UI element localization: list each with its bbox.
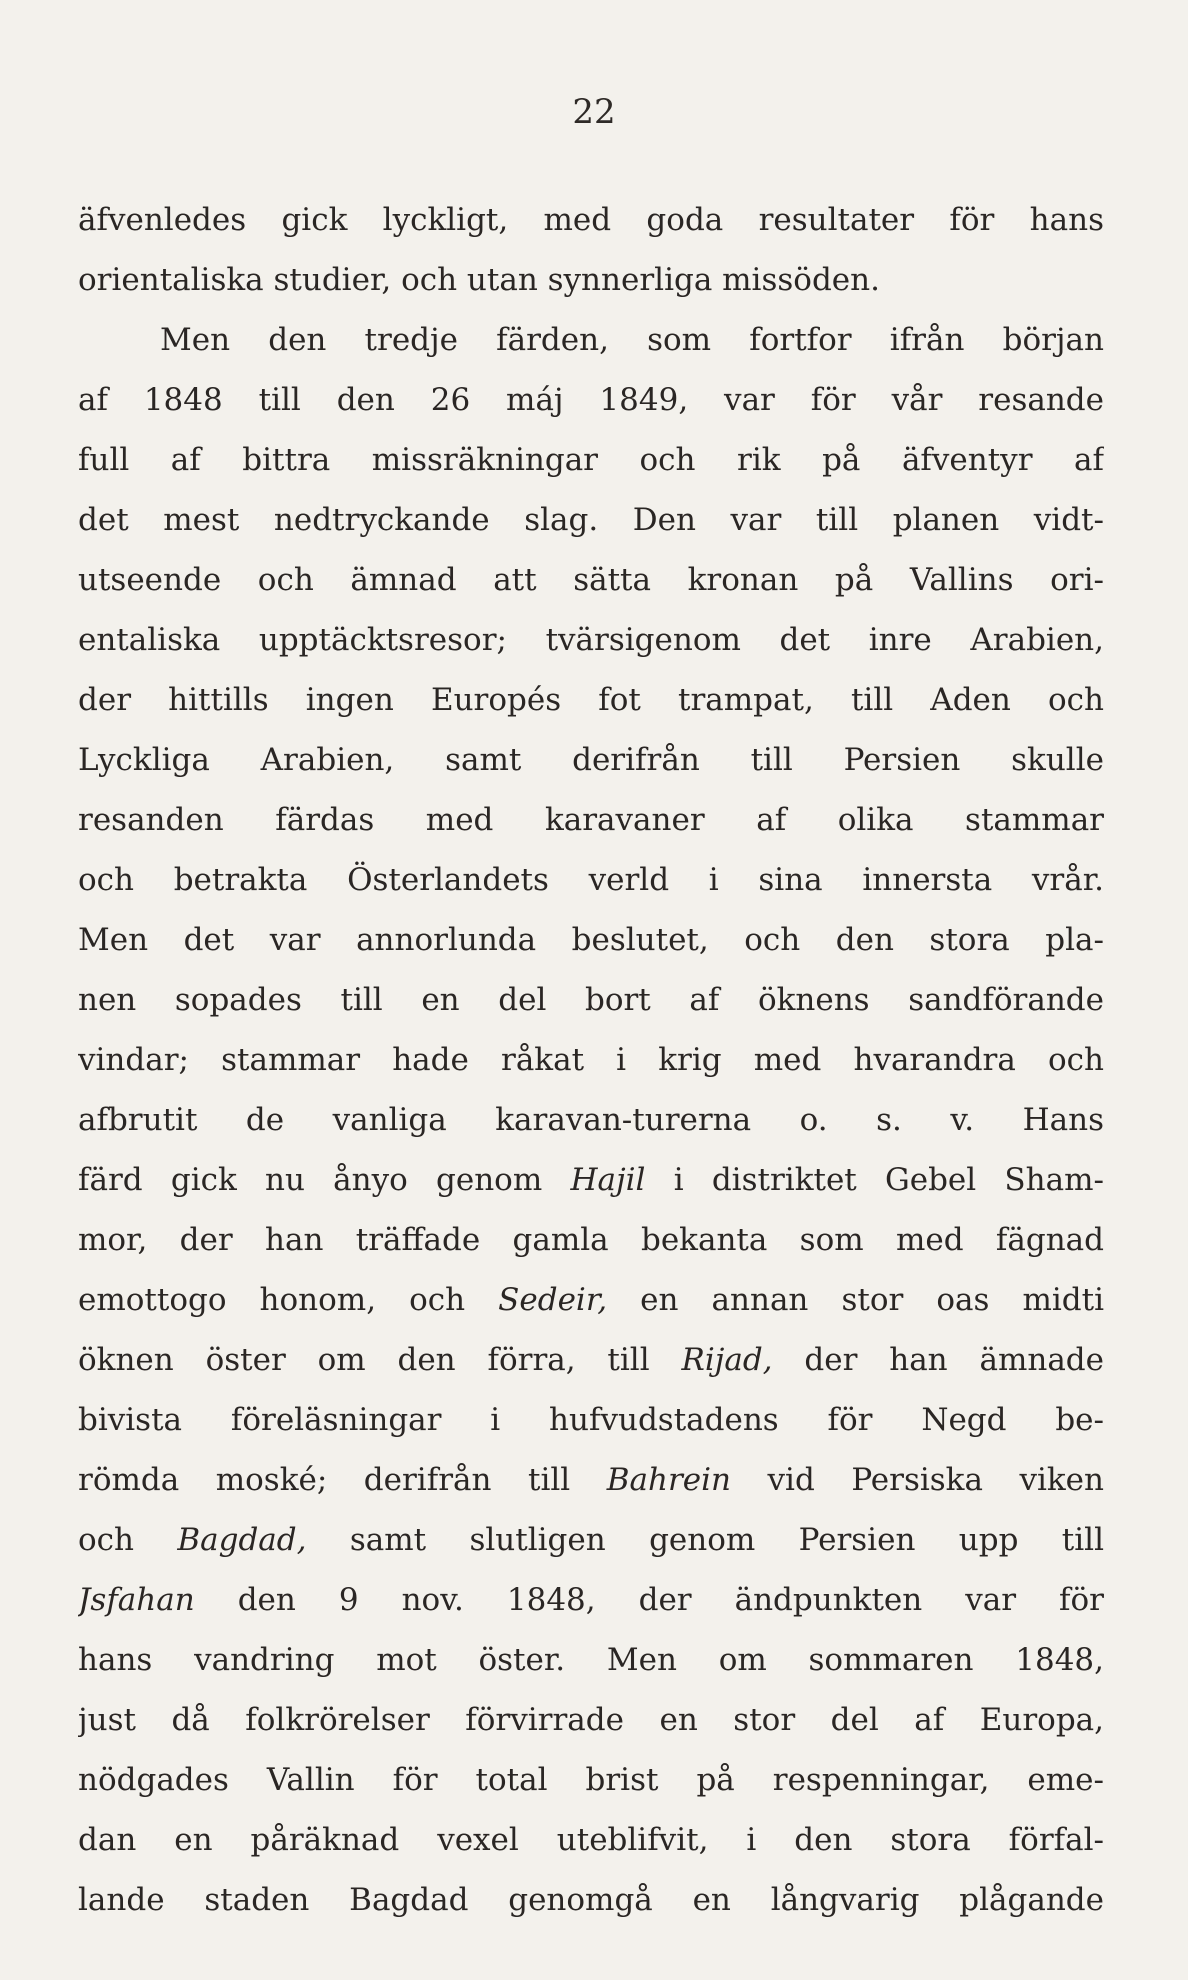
text-segment: lande staden Bagdad genomgå en långvarig plågande [78, 1882, 1104, 1918]
text-line [78, 910, 1104, 970]
text-line [78, 310, 1104, 370]
body-text [78, 190, 1104, 1930]
text-line [78, 490, 1104, 550]
text-line [78, 550, 1104, 610]
text-line [78, 190, 1104, 250]
italic-place-name: Sedeir, [498, 1282, 608, 1318]
text-line [78, 1510, 1104, 1570]
text-segment: och betrakta Österlandets verld i sina innersta vrår. [78, 862, 1104, 898]
text-segment: Lyckliga Arabien, samt derifrån till Persien skulle [78, 742, 1104, 778]
text-segment: der hittills ingen Europés fot trampat, till Aden och [78, 682, 1104, 718]
text-segment: emottogo honom, och [78, 1282, 499, 1318]
text-line [78, 1810, 1104, 1870]
text-line [78, 1750, 1104, 1810]
text-segment: en annan stor oas midti [607, 1282, 1104, 1318]
text-line [78, 1630, 1104, 1690]
italic-place-name: Rijad, [681, 1342, 773, 1378]
text-line [78, 370, 1104, 430]
text-line [78, 1390, 1104, 1450]
text-segment: römda moské; derifrån till [78, 1462, 607, 1498]
text-segment: och [78, 1522, 178, 1558]
text-line [78, 790, 1104, 850]
text-line [78, 1090, 1104, 1150]
text-segment: afbrutit de vanliga karavan-turerna o. s. v. Hans [78, 1102, 1104, 1138]
text-line [78, 250, 1104, 310]
text-segment: entaliska upptäcktsresor; tvärsigenom det inre Arabien, [78, 622, 1104, 658]
text-segment: orientaliska studier, och utan synnerliga missöden. [78, 262, 880, 298]
text-line [78, 1210, 1104, 1270]
text-line [78, 1330, 1104, 1390]
text-segment: i distriktet Gebel Sham- [645, 1162, 1104, 1198]
text-segment: der han ämnade [772, 1342, 1104, 1378]
text-line [78, 430, 1104, 490]
text-segment: vindar; stammar hade råkat i krig med hvarandra och [78, 1042, 1104, 1078]
text-segment: bivista föreläsningar i hufvudstadens för Negd be- [78, 1402, 1104, 1438]
text-line [78, 1570, 1104, 1630]
text-line [78, 1030, 1104, 1090]
text-line [78, 1150, 1104, 1210]
text-line [78, 1270, 1104, 1330]
text-segment: nen sopades till en del bort af öknens sandförande [78, 982, 1104, 1018]
text-segment: utseende och ämnad att sätta kronan på Vallins ori- [78, 562, 1104, 598]
text-segment: Men det var annorlunda beslutet, och den stora pla- [78, 922, 1104, 958]
text-line [78, 850, 1104, 910]
text-segment: äfvenledes gick lyckligt, med goda resultater för hans [78, 202, 1104, 238]
text-line [78, 610, 1104, 670]
page-number: 22 [572, 92, 616, 132]
text-line [78, 670, 1104, 730]
text-segment: färd gick nu ånyo genom [78, 1162, 571, 1198]
text-segment: nödgades Vallin för total brist på respenningar, eme- [78, 1762, 1104, 1798]
text-segment: dan en påräknad vexel uteblifvit, i den stora förfal- [78, 1822, 1104, 1858]
text-segment: resanden färdas med karavaner af olika stammar [78, 802, 1104, 838]
italic-place-name: Hajil [570, 1162, 646, 1198]
text-line [78, 1690, 1104, 1750]
text-segment: vid Persiska viken [731, 1462, 1104, 1498]
text-segment: det mest nedtryckande slag. Den var till planen vidt- [78, 502, 1104, 538]
text-segment: just då folkrörelser förvirrade en stor del af Europa, [78, 1702, 1104, 1738]
text-segment: full af bittra missräkningar och rik på äfventyr af [78, 442, 1104, 478]
text-line [78, 1870, 1104, 1930]
text-segment: samt slutligen genom Persien upp till [306, 1522, 1104, 1558]
text-segment: hans vandring mot öster. Men om sommaren 1848, [78, 1642, 1104, 1678]
italic-place-name: Bahrein [606, 1462, 731, 1498]
text-line [78, 730, 1104, 790]
italic-place-name: Jsfahan [78, 1582, 195, 1618]
text-line [78, 1450, 1104, 1510]
text-segment: af 1848 till den 26 máj 1849, var för vår resande [78, 382, 1104, 418]
italic-place-name: Bagdad, [177, 1522, 307, 1558]
text-segment: Men den tredje färden, som fortfor ifrån början [160, 322, 1104, 358]
text-segment: öknen öster om den förra, till [78, 1342, 682, 1378]
text-line [78, 970, 1104, 1030]
text-segment: den 9 nov. 1848, der ändpunkten var för [194, 1582, 1104, 1618]
text-segment: mor, der han träffade gamla bekanta som med fägnad [78, 1222, 1104, 1258]
